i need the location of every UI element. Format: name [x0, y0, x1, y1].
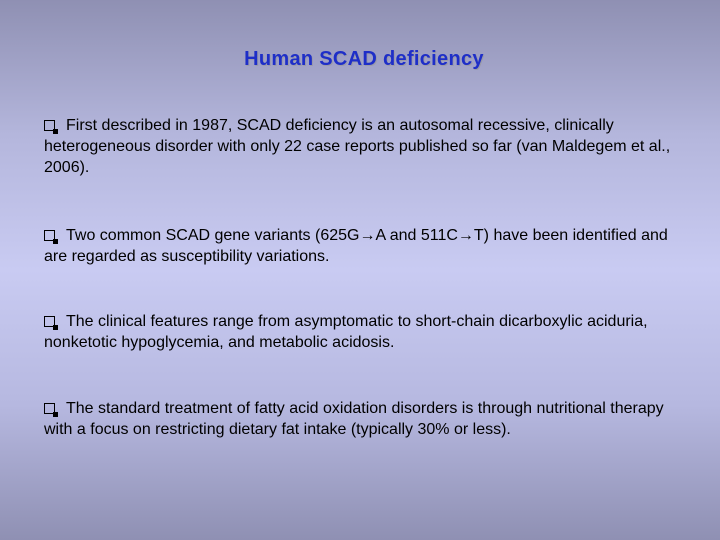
bullet-item [44, 225, 694, 267]
hollow-square-bullet-icon [44, 230, 55, 241]
bullet-item [44, 311, 694, 353]
bullet-text: The clinical features range from asymptomatic to short-chain dicarboxylic aciduria, nonketotic hypoglycemia, and metabolic acidosis. [44, 313, 648, 351]
bullet-text: Two common SCAD gene variants (625G→A and 511C→T) have been identified and are regarded as susceptibility variations. [44, 227, 668, 265]
bullet-item [44, 398, 694, 440]
slide-title: Human SCAD deficiency [244, 48, 484, 70]
bullet-item [44, 115, 694, 178]
bullet-text: First described in 1987, SCAD deficiency is an autosomal recessive, clinically heterogeneous disorder with only 22 case reports published so far (van Maldegem et al., 2006). [44, 117, 671, 176]
hollow-square-bullet-icon [44, 120, 55, 131]
bullet-text: The standard treatment of fatty acid oxidation disorders is through nutritional therapy with a focus on restricting dietary fat intake (typically 30% or less). [44, 400, 664, 438]
hollow-square-bullet-icon [44, 316, 55, 327]
hollow-square-bullet-icon [44, 403, 55, 414]
